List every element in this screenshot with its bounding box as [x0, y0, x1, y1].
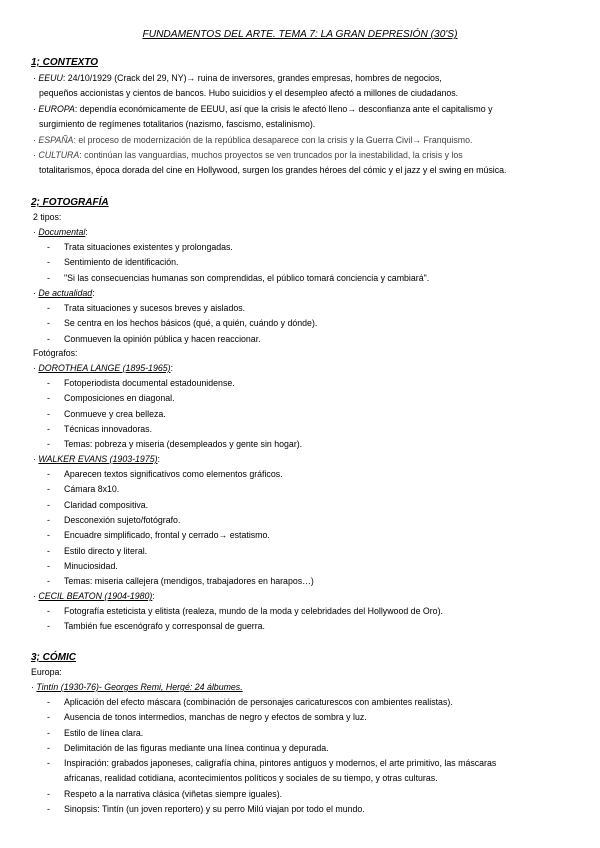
- page-title: FUNDAMENTOS DEL ARTE. TEMA 7: LA GRAN DEPRESIÓN (30'S): [142, 29, 458, 40]
- bullet-dot: ·: [33, 150, 36, 160]
- list-dash: -: [47, 408, 50, 419]
- section-heading-contexto: 1; CONTEXTO: [31, 57, 99, 68]
- list-dash: -: [47, 318, 50, 329]
- list-dash: -: [47, 728, 50, 738]
- list-item: Se centra en los hechos básicos (qué, a quién, cuándo y dónde).: [64, 318, 318, 329]
- bullet-dot: ·: [33, 363, 36, 373]
- espana-line-1: [33, 135, 472, 146]
- section-heading-comic: 3; CÓMIC: [31, 652, 76, 663]
- bullet-dot: ·: [31, 682, 34, 692]
- list-item: Conmueven la opinión pública y hacen reaccionar.: [64, 333, 261, 344]
- documental-label: Documental: [38, 227, 86, 237]
- list-item: Respeto a la narrativa clásica (viñetas siempre iguales).: [64, 789, 283, 799]
- eeuu-line-1: [33, 73, 442, 84]
- europa-line-1: [33, 104, 493, 115]
- beaton-line: · CECIL BEATON (1904-1980):: [33, 591, 155, 601]
- list-dash: -: [47, 333, 50, 344]
- list-item: Temas: miseria callejera (mendigos, trabajadores en harapos…): [64, 576, 314, 587]
- list-dash: -: [47, 530, 50, 541]
- europa-text: : dependía económicamente de EEUU, así que la crisis le afectó lleno→ desconfianza ante el capitalismo y: [74, 104, 493, 114]
- list-item: También fue escenógrafo y corresponsal de guerra.: [64, 621, 265, 632]
- cultura-text: : continúan las vanguardias, muchos proyectos se ven truncados por la inestabilidad, la crisis y los: [79, 150, 463, 160]
- europa-label: EUROPA: [38, 104, 75, 114]
- list-item: Claridad compositiva.: [64, 499, 149, 510]
- actualidad-line: · De actualidad:: [33, 288, 95, 298]
- fotografos-label: Fotógrafos:: [33, 348, 78, 358]
- list-item: Sinopsis: Tintín (un joven reportero) y su perro Milú viajan por todo el mundo.: [64, 804, 365, 814]
- evans-label: WALKER EVANS (1903-1975): [38, 454, 158, 464]
- eeuu-text: : 24/10/1929 (Crack del 29, NY)→ ruina de inversores, grandes empresas, hombres de negocios,: [62, 73, 442, 83]
- tintin-line: [31, 682, 243, 693]
- list-item: Estilo directo y literal.: [64, 545, 148, 556]
- list-item: Delimitación de las figuras mediante una línea continua y depurada.: [64, 743, 329, 753]
- list-item: Cámara 8x10.: [64, 484, 120, 495]
- espana-label: ESPAÑA: [38, 135, 74, 145]
- europa-label-comic: Europa:: [31, 667, 62, 677]
- bullet-dot: ·: [33, 135, 36, 145]
- list-item: "Si las consecuencias humanas son comprendidas, el público tomará conciencia y cambiará".: [64, 272, 430, 283]
- list-item: Fotografía esteticista y elitista (realeza, mundo de la moda y celebridades del Hollywood de Oro).: [64, 606, 443, 616]
- actualidad-label: De actualidad: [38, 288, 93, 298]
- lange-label: DOROTHEA LANGE (1895-1965): [38, 363, 171, 373]
- list-item: Encuadre simplificado, frontal y cerrado→ estatismo.: [64, 530, 270, 541]
- cultura-label: CULTURA: [38, 150, 80, 160]
- list-dash: -: [47, 469, 50, 479]
- cultura-line-2: totalitarismos, época dorada del cine en Hollywood, surgen los grandes héroes del cómic y el jazz y el swing en música.: [39, 165, 507, 175]
- list-dash: -: [47, 242, 50, 252]
- list-dash: -: [47, 545, 50, 556]
- list-item: Trata situaciones y sucesos breves y aislados.: [64, 303, 246, 313]
- lange-line: · DOROTHEA LANGE (1895-1965):: [33, 363, 174, 373]
- list-dash: -: [47, 378, 50, 388]
- list-item: Minuciosidad.: [64, 560, 118, 571]
- list-item: Trata situaciones existentes y prolongadas.: [64, 242, 233, 252]
- bullet-dot: ·: [33, 104, 36, 114]
- list-item: Aparecen textos significativos como elementos gráficos.: [64, 469, 283, 479]
- list-item: Sentimiento de identificación.: [64, 257, 179, 268]
- list-dash: -: [47, 393, 50, 404]
- europa-line-2: surgimiento de regímenes totalitarios (nazismo, fascismo, estalinismo).: [39, 119, 316, 129]
- list-item: Técnicas innovadoras.: [64, 423, 153, 434]
- list-dash: -: [47, 257, 50, 268]
- list-item: Composiciones en diagonal.: [64, 393, 175, 404]
- documental-line: · Documental:: [33, 227, 88, 237]
- list-dash: -: [47, 789, 50, 799]
- list-dash: -: [47, 804, 50, 814]
- list-item: Fotoperiodista documental estadounidense.: [64, 378, 235, 388]
- bullet-dot: ·: [33, 288, 36, 298]
- list-item: Conmueve y crea belleza.: [64, 408, 166, 419]
- bullet-dot: ·: [33, 454, 36, 464]
- cultura-line-1: [33, 150, 463, 161]
- eeuu-label: EEUU: [38, 73, 63, 83]
- list-dash: -: [47, 514, 50, 525]
- list-dash: -: [47, 697, 50, 707]
- beaton-label: CECIL BEATON (1904-1980): [38, 591, 153, 601]
- list-dash: -: [47, 423, 50, 434]
- list-item: Ausencia de tonos intermedios, manchas de negro y efectos de sombra y luz.: [64, 712, 367, 722]
- tintin-inspiracion-line-2: africanas, realidad cotidiana, acontecimientos políticos y sociales de su tiempo, y otras culturas.: [64, 773, 438, 783]
- list-item: Desconexión sujeto/fotógrafo.: [64, 514, 181, 525]
- list-dash: -: [47, 576, 50, 587]
- bullet-dot: ·: [33, 591, 36, 601]
- evans-line: · WALKER EVANS (1903-1975):: [33, 454, 160, 464]
- list-dash: -: [47, 712, 50, 722]
- list-dash: -: [47, 439, 50, 450]
- tintin-label: Tintín (1930-76)- Georges Remi, Hergé: 24 álbumes.: [36, 682, 243, 692]
- list-item: Estilo de línea clara.: [64, 728, 144, 738]
- eeuu-line-2: pequeños accionistas y cientos de bancos. Hubo suicidios y el desempleo afectó a millones de ciudadanos.: [39, 88, 459, 98]
- list-dash: -: [47, 758, 50, 768]
- espana-text: : el proceso de modernización de la república desaparece con la crisis y la Guerra Civil→ Franquismo.: [73, 135, 473, 145]
- list-dash: -: [47, 499, 50, 510]
- list-dash: -: [47, 272, 50, 283]
- list-item: Temas: pobreza y miseria (desempleados y gente sin hogar).: [64, 439, 303, 450]
- list-dash: -: [47, 560, 50, 571]
- list-dash: -: [47, 484, 50, 495]
- list-dash: -: [47, 743, 50, 753]
- list-dash: -: [47, 621, 50, 632]
- tipos-label: 2 tipos:: [33, 212, 62, 222]
- list-dash: -: [47, 303, 50, 313]
- list-item: Inspiración: grabados japoneses, caligrafía china, pintores antiguos y modernos, el arte primitivo, las máscaras: [64, 758, 497, 768]
- list-item: Aplicación del efecto máscara (combinación de personajes caricaturescos con ambientes realistas).: [64, 697, 453, 707]
- section-heading-fotografia: 2; FOTOGRAFÍA: [31, 197, 109, 208]
- bullet-dot: ·: [33, 73, 36, 83]
- list-dash: -: [47, 606, 50, 616]
- bullet-dot: ·: [33, 227, 36, 237]
